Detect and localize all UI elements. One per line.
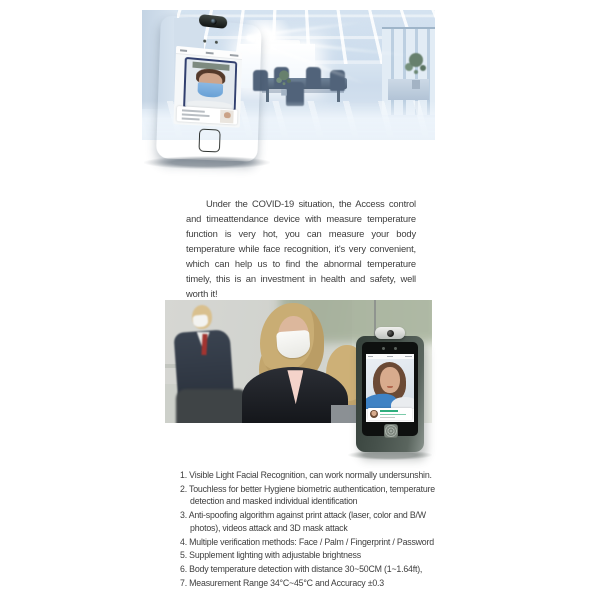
feature-list: [180, 469, 443, 591]
recognition-result-card: [368, 408, 412, 420]
text-line-placeholder: [380, 417, 395, 419]
hero-image: [142, 10, 435, 180]
sensor-dot-icon: [394, 347, 397, 350]
smile: [387, 386, 393, 388]
feature-item: 4. Multiple verification methods: Face / Palm / Fingerprint / Password: [180, 536, 434, 547]
text-line-placeholder: [380, 410, 398, 412]
intro-paragraph: Under the COVID-19 situation, the Access control and timeattendance device with measure temperature function is very hot, you can measure your body temperature while face recognition, it's very convenient, which can help us to find the abnormal temperature timely, this is an investment in health and safety, well worth it!: [186, 198, 416, 299]
id-card-panel: [177, 106, 238, 125]
id-photo: [220, 110, 233, 123]
device-screen: [366, 354, 414, 422]
temperature-scanner-device: [156, 15, 262, 162]
potted-plant: [409, 53, 423, 89]
device-front-panel: [362, 342, 418, 436]
feature-item: 7. Measurement Range 34°C~45°C and Accuracy ±0.3: [180, 578, 384, 589]
computer-monitor: [331, 405, 358, 423]
sensor-dot-icon: [382, 347, 385, 350]
feature-item: 1. Visible Light Facial Recognition, can work normally undersunshin.: [180, 470, 432, 480]
temperature-scanner-device-front: [356, 327, 424, 454]
feature-item: 3. Anti-spoofing algorithm against print attack (laser, color and B/W photos), videos attack and 3D mask attack: [180, 510, 426, 533]
camera-lens-icon: [199, 14, 227, 29]
feature-item: 6. Body temperature detection with distance 30~50CM (1~1.64ft),: [180, 564, 423, 575]
text-line-placeholder: [182, 117, 200, 120]
fingerprint-sensor-icon: [384, 424, 398, 438]
avatar: [370, 410, 378, 418]
sensor-dot-icon: [203, 39, 206, 42]
fingerprint-sensor-icon: [198, 128, 221, 152]
text-line-placeholder: [182, 110, 205, 113]
text-line-placeholder: [380, 414, 406, 416]
feature-item: 2. Touchless for better Hygiene biometric authentication, temperature detection and masked individual identification: [180, 483, 435, 507]
recognized-face-photo: [366, 359, 414, 409]
device-body: [156, 15, 262, 162]
potted-plant: [279, 70, 289, 95]
office-chair: [306, 67, 321, 88]
device-screen: [173, 46, 242, 128]
feature-item: 5. Supplement lighting with adjustable brightness: [180, 550, 361, 561]
woman-face: [380, 367, 399, 393]
red-tie: [201, 334, 207, 355]
surgical-mask: [197, 82, 223, 98]
sensor-dot-icon: [215, 40, 218, 43]
device-body: [356, 336, 424, 452]
face-detection-frame: [183, 57, 238, 111]
camera-lens-icon: [375, 327, 405, 339]
